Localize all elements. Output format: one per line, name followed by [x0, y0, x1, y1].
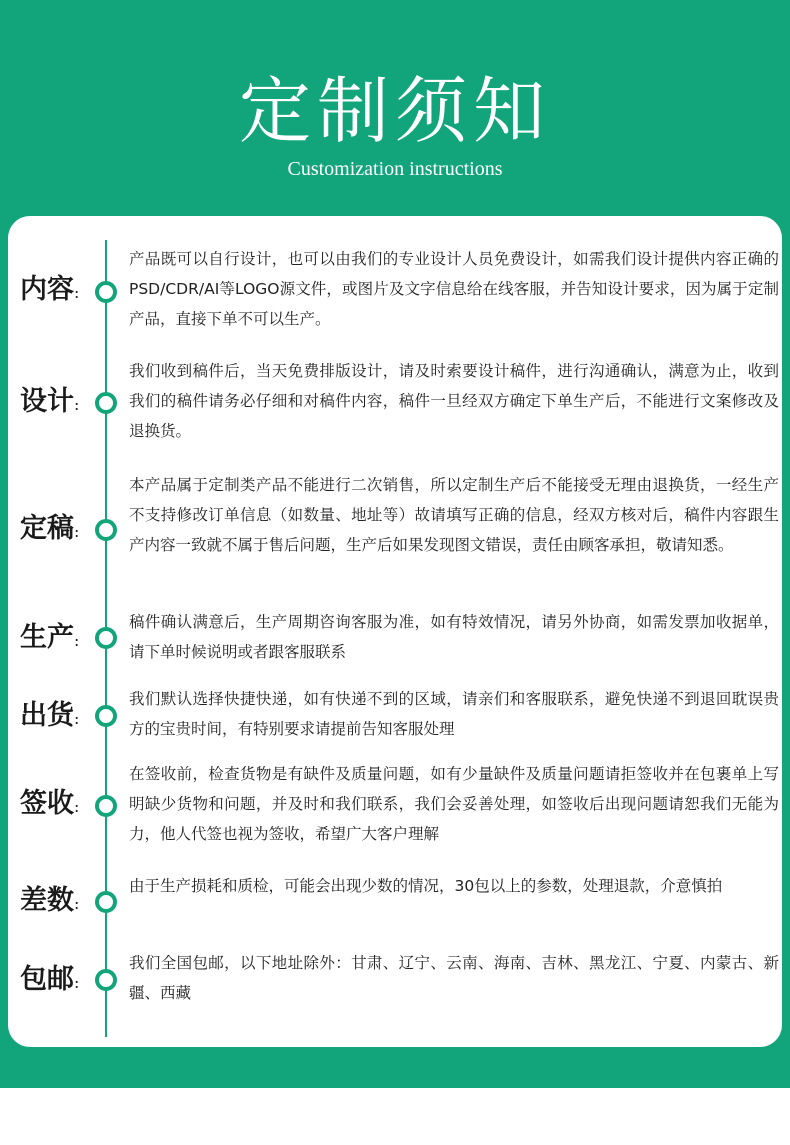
label-colon: : — [74, 283, 80, 302]
timeline-dot-icon — [95, 795, 117, 817]
timeline-dot-icon — [95, 627, 117, 649]
label-text: 设计 — [20, 386, 74, 417]
section-text-production: 稿件确认满意后，生产周期咨询客服为准，如有特效情况，请另外协商，如需发票加收据单，请下单时候说明或者跟客服联系 — [129, 613, 779, 661]
section-text-free-shipping: 我们全国包邮，以下地址除外：甘肃、辽宁、云南、海南、吉林、黑龙江、宁夏、内蒙古、新疆、西藏 — [129, 954, 779, 1002]
label-text: 出货 — [20, 700, 74, 731]
label-colon: : — [74, 797, 80, 816]
section-text-receipt: 在签收前，检查货物是有缺件及质量问题，如有少量缺件及质量问题请拒签收并在包裹单上写明缺少货物和问题，并及时和我们联系，我们会妥善处理，如签收后出现问题请恕我们无能为力，他人代签也视为签收，希望广大客户理解 — [129, 765, 779, 843]
section-text-design: 我们收到稿件后，当天免费排版设计，请及时索要设计稿件，进行沟通确认，满意为止，收到我们的稿件请务必仔细和对稿件内容，稿件一旦经双方确定下单生产后，不能进行文案修改及退换货。 — [129, 362, 779, 440]
timeline-dot-icon — [95, 891, 117, 913]
section-text-shipping: 我们默认选择快捷快递，如有快递不到的区域，请亲们和客服联系，避免快递不到退回耽误贵方的宝贵时间，有特别要求请提前告知客服处理 — [129, 690, 779, 738]
label-colon: : — [74, 973, 80, 992]
label-colon: : — [74, 894, 80, 913]
label-text: 包邮 — [20, 964, 74, 995]
label-text: 生产 — [20, 622, 74, 653]
label-text: 内容 — [20, 274, 74, 305]
page-title: 定制须知 — [238, 69, 551, 153]
label-text: 签收 — [20, 788, 74, 819]
section-label-production — [20, 620, 100, 659]
section-label-content — [20, 272, 100, 311]
section-label-free-shipping — [20, 962, 100, 1001]
timeline-dot-icon — [95, 392, 117, 414]
section-label-receipt — [20, 786, 100, 825]
section-label-finalize — [20, 511, 100, 550]
page-subtitle: Customization instructions — [287, 158, 503, 180]
timeline-dot-icon — [95, 519, 117, 541]
label-text: 差数 — [20, 885, 74, 916]
label-colon: : — [74, 631, 80, 650]
section-label-shipping — [20, 698, 100, 737]
timeline-dot-icon — [95, 281, 117, 303]
timeline-dot-icon — [95, 969, 117, 991]
label-colon: : — [74, 709, 80, 728]
label-text: 定稿 — [20, 513, 74, 544]
section-text-finalize: 本产品属于定制类产品不能进行二次销售，所以定制生产后不能接受无理由退换货，一经生产不支持修改订单信息（如数量、地址等）故请填写正确的信息，经双方核对后，稿件内容跟生产内容一致就不属于售后问题，生产后如果发现图文错误，责任由顾客承担，敬请知悉。 — [129, 476, 779, 554]
section-label-shortage — [20, 883, 100, 922]
section-label-design — [20, 384, 100, 423]
section-text-shortage: 由于生产损耗和质检，可能会出现少数的情况，30包以上的参数，处理退款，介意慎拍 — [129, 877, 723, 895]
section-text-content: 产品既可以自行设计，也可以由我们的专业设计人员免费设计，如需我们设计提供内容正确的PSD/CDR/AI等LOGO源文件，或图片及文字信息给在线客服，并告知设计要求，因为属于定制产品，直接下单不可以生产。 — [129, 250, 779, 328]
timeline-dot-icon — [95, 705, 117, 727]
label-colon: : — [74, 395, 80, 414]
label-colon: : — [74, 522, 80, 541]
